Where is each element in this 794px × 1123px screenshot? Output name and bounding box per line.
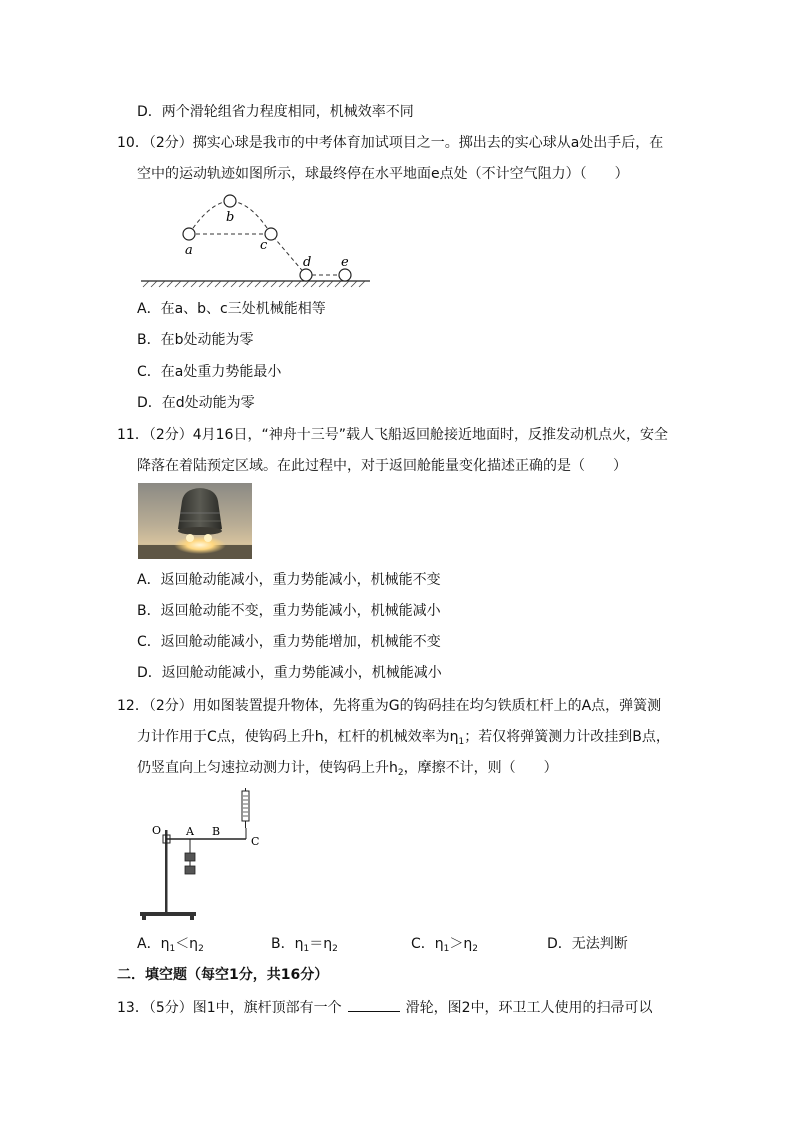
section-heading-fill-in: 二．填空题（每空1分，共16分） xyxy=(117,967,329,983)
q11-capsule-photo xyxy=(138,483,252,559)
q11-option-c: C．返回舱动能减小，重力势能增加，机械能不变 xyxy=(137,634,441,650)
q11-option-d: D．返回舱动能减小，重力势能减小，机械能减小 xyxy=(137,665,442,681)
label-e: e xyxy=(341,255,349,270)
label-d: d xyxy=(303,255,312,270)
q12-stem-line1: 12．（2分）用如图装置提升物体，先将重为G的钩码挂在均匀铁质杠杆上的A点，弹簧测 xyxy=(117,698,662,714)
q10-stem-line1: 10．（2分）掷实心球是我市的中考体育加试项目之一。掷出去的实心球从a处出手后，在 xyxy=(117,135,664,151)
label-A: A xyxy=(186,825,194,838)
ball-d xyxy=(300,269,312,281)
q10-option-b: B．在b处动能为零 xyxy=(137,332,254,348)
q12-stem-line3: 仍竖直向上匀速拉动测力计，使钩码上升$h_2$，摩擦不计，则（ ） xyxy=(137,760,558,778)
q12-option-b: B．$\eta_1=\eta_2$ xyxy=(271,936,338,954)
label-C: C xyxy=(251,835,260,848)
ball-a xyxy=(183,228,195,240)
ball-b xyxy=(224,195,236,207)
label-c: c xyxy=(260,238,268,253)
q11-option-b: B．返回舱动能不变，重力势能减小，机械能减小 xyxy=(137,603,441,619)
label-a: a xyxy=(185,243,193,258)
q9-option-d: D．两个滑轮组省力程度相同，机械效率不同 xyxy=(137,104,414,120)
q12-options-row xyxy=(137,934,657,954)
q13-blank-1[interactable] xyxy=(348,997,400,1012)
q10-stem-line2: 空中的运动轨迹如图所示，球最终停在水平地面e点处（不计空气阻力）（ ） xyxy=(137,166,629,182)
q10-option-a: A．在a、b、c三处机械能相等 xyxy=(137,301,326,317)
q12-option-a: A．$\eta_1<\eta_2$ xyxy=(137,936,204,954)
q13-stem-line1: 13．（5分）图1中，旗杆顶部有一个 滑轮，图2中，环卫工人使用的扫帚可以 xyxy=(117,997,653,1018)
q11-stem-line1: 11．（2分）4月16日，“神舟十三号”载人飞船返回舱接近地面时，反推发动机点火，安全 xyxy=(117,427,668,443)
q11-stem-line2: 降落在着陆预定区域。在此过程中，对于返回舱能量变化描述正确的是（ ） xyxy=(137,458,627,474)
q10-option-c: C．在a处重力势能最小 xyxy=(137,364,282,380)
q12-stem-line2: 力计作用于C点，使钩码上升h，杠杆的机械效率为$\eta_1$；若仅将弹簧测力计改挂到B点， xyxy=(137,729,670,747)
q10-option-d: D．在d处动能为零 xyxy=(137,395,255,411)
q12-option-c: C．$\eta_1>\eta_2$ xyxy=(411,936,478,954)
q10-trajectory-figure xyxy=(138,192,374,288)
q12-lever-figure xyxy=(136,786,270,922)
label-B: B xyxy=(212,825,221,838)
label-b: b xyxy=(226,210,235,225)
q11-option-a: A．返回舱动能减小，重力势能减小，机械能不变 xyxy=(137,572,441,588)
ball-e xyxy=(339,269,351,281)
label-O: O xyxy=(152,824,162,837)
q12-option-d: D．无法判断 xyxy=(547,936,628,952)
